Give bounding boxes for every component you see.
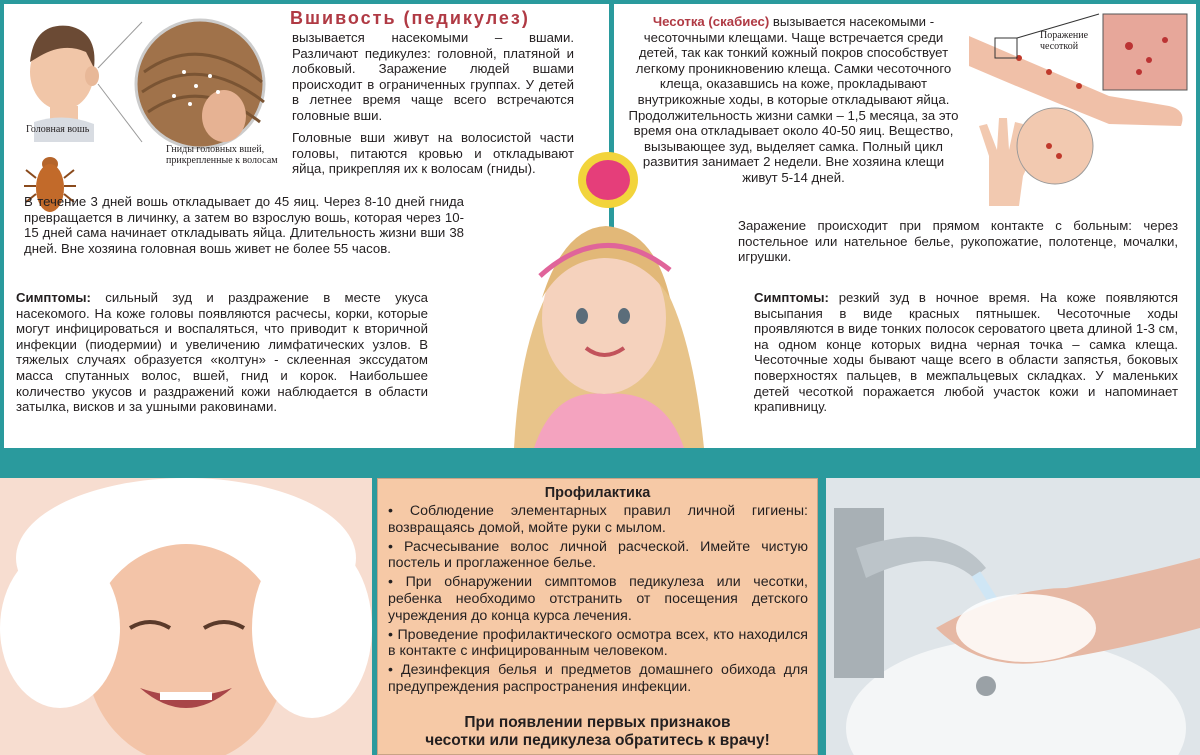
doctor-warning-line-2: чесотки или педикулеза обратитесь к врачу! xyxy=(425,732,770,749)
doctor-warning xyxy=(378,714,817,750)
lesion-closeup-image xyxy=(1103,14,1187,90)
child-hair-wash-photo xyxy=(0,478,372,755)
lesion-caption: Поражение чесоткой xyxy=(1040,30,1089,52)
faucet-icon xyxy=(834,508,884,678)
prevention-item: • Расчесывание волос личной расческой. Имейте чистую постель и проглаженное белье. xyxy=(388,538,808,572)
lice-illustration xyxy=(14,12,294,222)
lice-intro: вызывается насекомыми – вшами. Различают педикулез: головной, платяной и лобковый. Заражение людей вшами происходит в ограниченных группах. У детей в летнее время чаще всего встречаются головные вши. xyxy=(292,30,574,123)
lice-symptoms-label: Симптомы: xyxy=(16,290,91,305)
prevention-item: • Соблюдение элементарных правил личной гигиены: возвращаясь домой, мойте руки с мылом. xyxy=(388,503,808,536)
hand-washing-photo xyxy=(826,478,1200,755)
child-foam-image xyxy=(0,478,372,755)
prevention-panel xyxy=(377,478,818,755)
scabies-symptoms-label: Симптомы: xyxy=(754,290,829,305)
scabies-intro-text: вызывается насекомыми - чесоточными клещами. Чаще встречается среди детей, так как тонкий кожный покров способствует легкому проникновению клеща. Самки чесоточного клеща, оказавшись на коже, прокладывают внутрикожные ходы, в которые откладывают яйца. Продолжительность жизни самки – 1,5 месяца, за это время она откладывает около 40-50 яиц. Вещество, вызывающее зуд, выделяет самка. Полный цикл развития занимает 2 недели. Вне хозяина клещи живут 5-14 дней. xyxy=(628,14,959,185)
louse-caption: Головная вошь xyxy=(26,124,90,135)
prevention-item: • Проведение профилактического осмотра всех, кто находился в контакте с инфицированным человеком. xyxy=(388,626,808,660)
lice-habitat-text: Головные вши живут на волосистой части головы, питаются кровью и откладывают яйца, прикрепляя их к волосам (гниды). xyxy=(292,130,574,177)
prevention-title: Профилактика xyxy=(544,485,651,501)
lice-symptoms xyxy=(16,290,428,415)
prevention-item: • Дезинфекция белья и предметов домашнего обихода для предупреждения распространения инфекции. xyxy=(388,662,808,695)
girl-with-brush-image xyxy=(494,148,724,448)
nits-caption: Гниды головных вшей, прикрепленные к волосам xyxy=(166,144,278,166)
prevention-list xyxy=(388,503,808,698)
lice-lifecycle-text: В течение 3 дней вошь откладывает до 45 яиц. Через 8-10 дней гнида превращается в личинку, а затем во взрослую вошь, которая через 10-15 дней сама начинает откладывать яйца. Длительность жизни вши 38 дней. Вне хозяина головная вошь живет не более 55 часов. xyxy=(24,194,464,256)
scabies-symptoms-text: резкий зуд в ночное время. На коже появляются высыпания в виде красных пятнышек. Чесоточные ходы проявляются в виде тонких полосок сероватого цвета длиной 1-3 см, на одном конце которых видна черная точка – самка клеща. Чесоточные ходы бывают чаще всего в области запястья, боковых поверхностях пальцев, в межпальцевых складках. У маленьких детей чесоткой поражается любой участок кожи и напоминает крапивницу. xyxy=(754,290,1178,415)
lice-symptoms-text: сильный зуд и раздражение в месте укуса насекомого. На коже головы появляются расчесы, корки, которые могут инфицироваться и воспаляться, что приводит к вторичной инфекции (пиодермии) и увеличению лимфатических узлов. В тяжелых случаях образуется «колтун» - склеенная экссудатом масса спутанных волос, вшей, гнид и корок. Наибольшее количество укусов и раздражений кожи наблюдается в области затылка, висков и за ушными раковинами. xyxy=(16,290,428,415)
scabies-transmission: Заражение происходит при прямом контакте с больным: через постельное или нательное белье, рукопожатие, полотенце, мочалки, игрушки. xyxy=(738,218,1178,265)
hand-image xyxy=(979,108,1093,206)
hand-washing-image xyxy=(826,478,1200,755)
doctor-warning-line-1: При появлении первых признаков xyxy=(464,714,731,731)
scabies-title: Чесотка (скабиес) xyxy=(652,14,770,29)
prevention-item: • При обнаружении симптомов педикулеза или чесотки, ребенка необходимо отстранить от посещения детского учреждения до конца курса лечения. xyxy=(388,574,808,624)
lice-title: Вшивость (педикулез) xyxy=(290,8,530,28)
scabies-symptoms xyxy=(754,290,1178,415)
nits-magnified-image xyxy=(136,20,264,148)
